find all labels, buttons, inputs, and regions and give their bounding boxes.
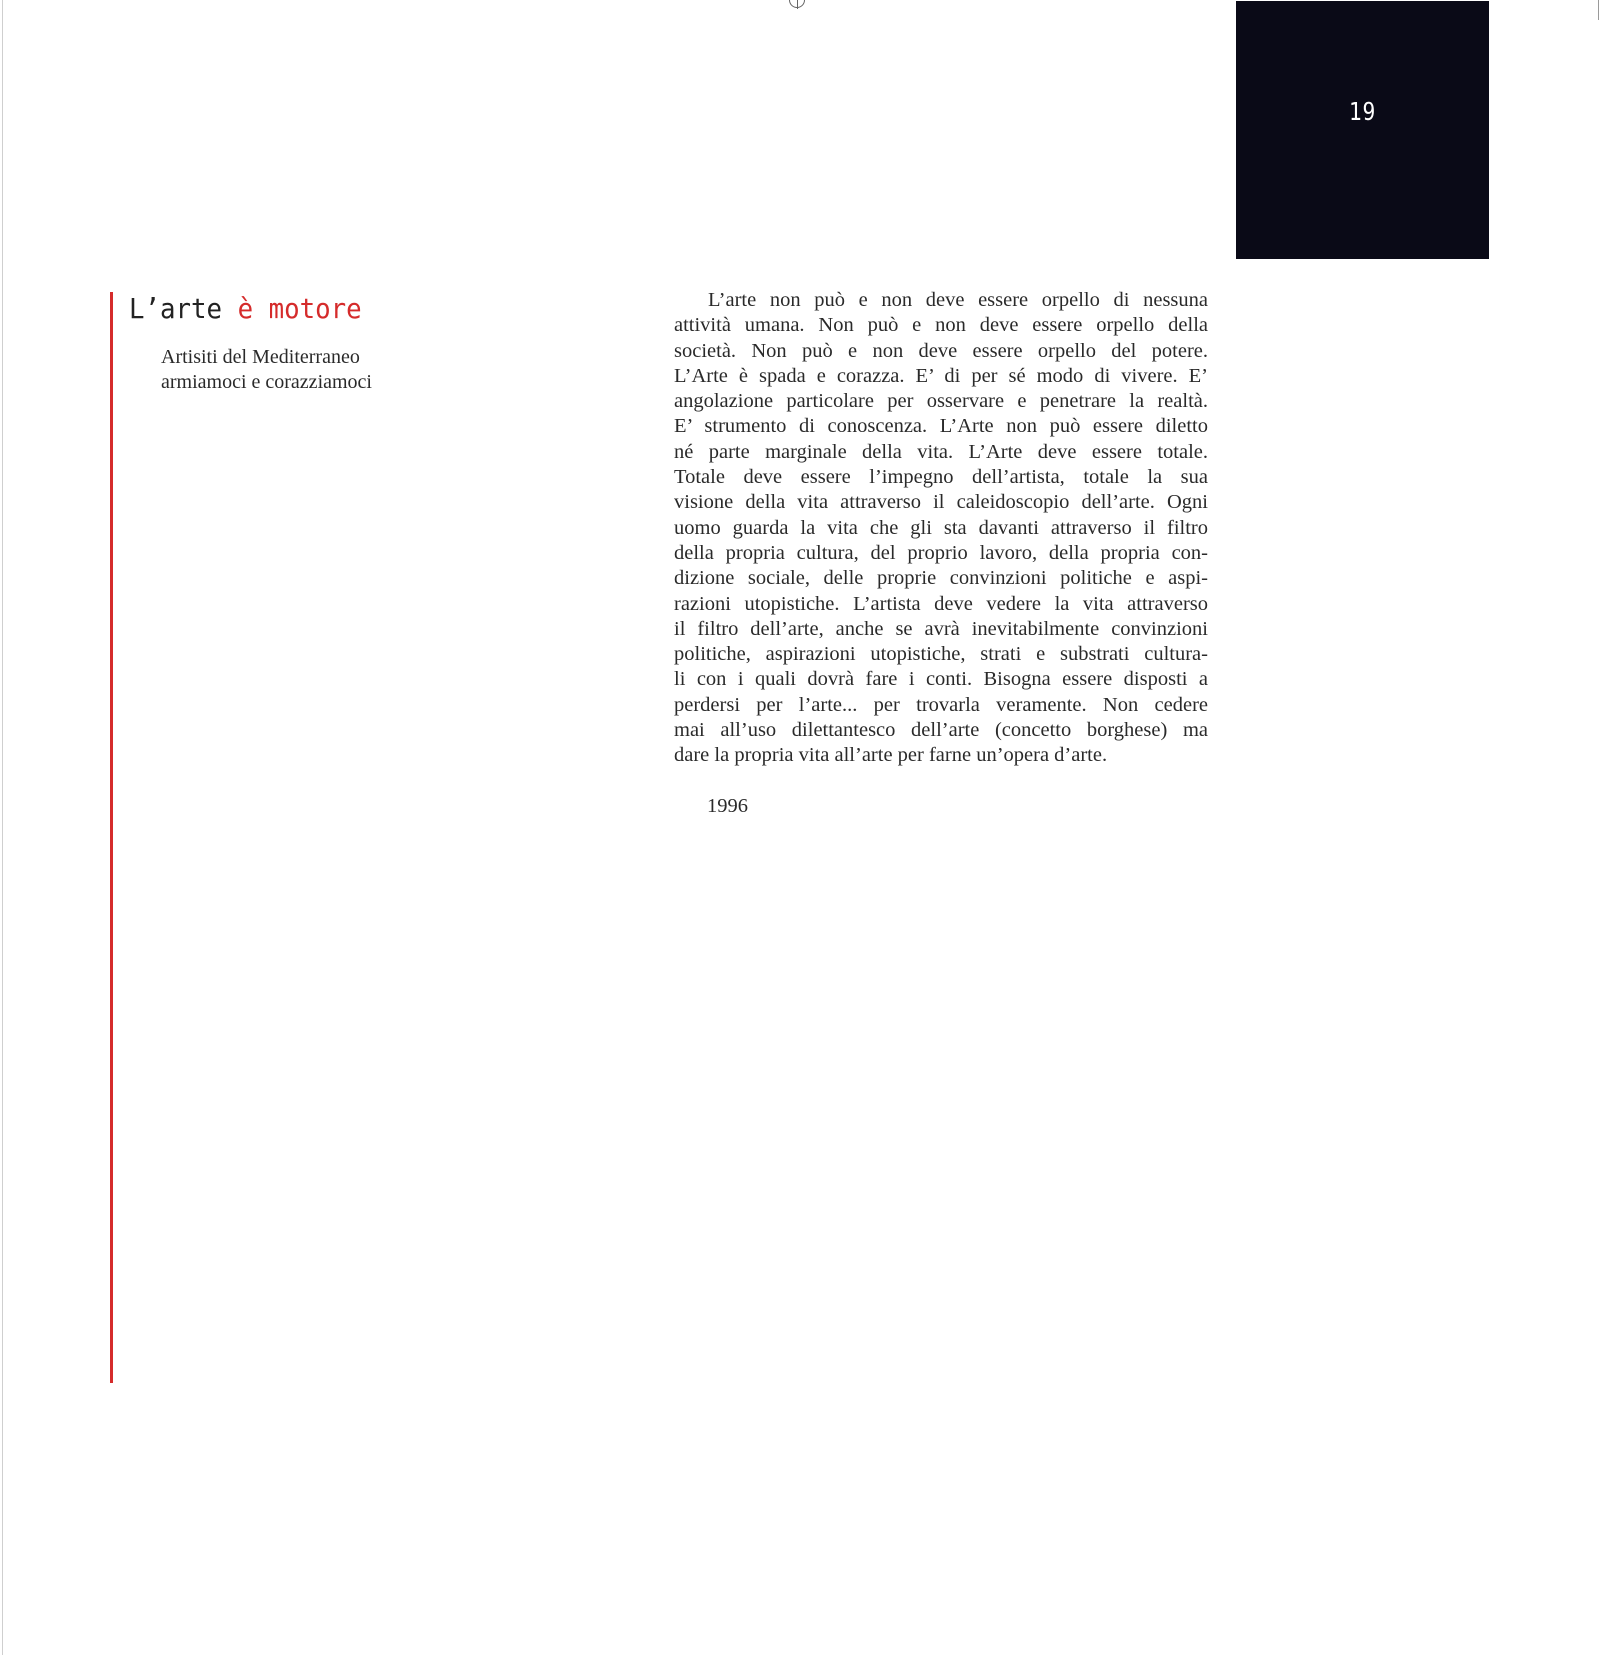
subtitle — [161, 345, 372, 395]
body-line: li con i quali dovrà fare i conti. Bisogna essere disposti a — [674, 668, 1208, 691]
body-line: perdersi per l’arte... per trovarla veramente. Non cedere — [674, 693, 1208, 716]
body-line: società. Non può e non deve essere orpello del potere. — [674, 339, 1208, 362]
page-number: 19 — [1348, 97, 1377, 126]
page-number-box — [1236, 1, 1489, 259]
body-line: della propria cultura, del proprio lavoro, della propria con- — [674, 541, 1208, 564]
body-line: politiche, aspirazioni utopistiche, strati e substrati cultura- — [674, 643, 1208, 666]
year-label: 1996 — [707, 795, 748, 817]
body-line: attività umana. Non può e non deve essere orpello della — [674, 314, 1208, 337]
title-prefix: L’arte — [129, 292, 223, 325]
page-edge-line — [2, 0, 3, 1655]
body-text — [674, 288, 1208, 769]
body-line: L’arte non può e non deve essere orpello di nessuna — [708, 289, 1208, 311]
body-line: Totale deve essere l’impegno dell’artista, totale la sua — [674, 466, 1208, 489]
registration-mark-icon — [789, 0, 805, 8]
red-vertical-rule — [110, 292, 113, 1383]
page-title — [129, 291, 362, 327]
title-accent: è motore — [237, 292, 362, 325]
body-line: il filtro dell’arte, anche se avrà inevitabilmente convinzioni — [674, 617, 1208, 640]
body-line: dizione sociale, delle proprie convinzioni politiche e aspi- — [674, 567, 1208, 590]
subtitle-line: Artisiti del Mediterraneo — [161, 346, 360, 368]
body-line: L’Arte è spada e corazza. E’ di per sé modo di vivere. E’ — [674, 364, 1208, 387]
crop-mark — [1598, 0, 1599, 20]
subtitle-line: armiamoci e corazziamoci — [161, 371, 372, 393]
body-line: uomo guarda la vita che gli sta davanti attraverso il filtro — [674, 516, 1208, 539]
body-line: dare la propria vita all’arte per farne un’opera d’arte. — [674, 744, 1108, 767]
body-line: E’ strumento di conoscenza. L’Arte non può essere diletto — [674, 415, 1208, 438]
body-line: angolazione particolare per osservare e penetrare la realtà. — [674, 390, 1208, 413]
body-line: razioni utopistiche. L’artista deve vedere la vita attraverso — [674, 592, 1208, 615]
body-line: visione della vita attraverso il caleidoscopio dell’arte. Ogni — [674, 491, 1208, 514]
body-line: né parte marginale della vita. L’Arte deve essere totale. — [674, 440, 1208, 463]
body-line: mai all’uso dilettantesco dell’arte (concetto borghese) ma — [674, 719, 1208, 742]
